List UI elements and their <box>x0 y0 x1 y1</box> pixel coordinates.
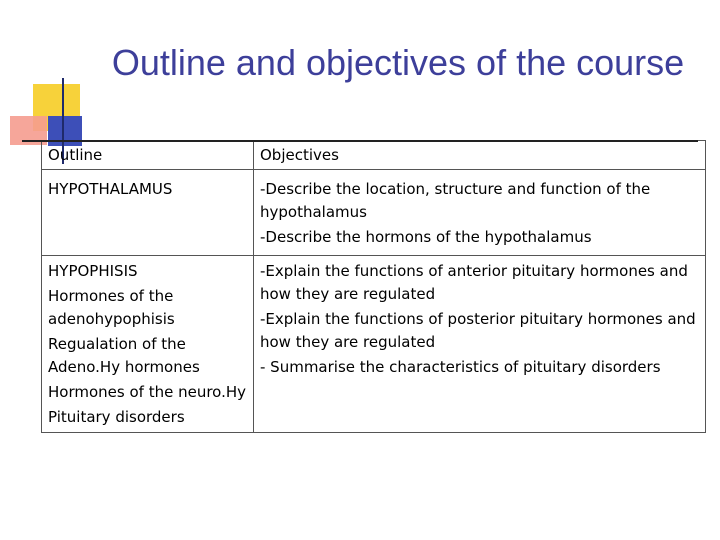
outline-item: HYPOPHISIS <box>48 262 138 280</box>
outline-cell <box>42 256 254 433</box>
outline-item: Hormones of the adenohypophisis <box>48 287 175 328</box>
objective-item: -Explain the functions of posterior pituitary hormones and how they are regulated <box>260 310 696 351</box>
objective-item: -Describe the location, structure and function of the hypothalamus <box>260 180 651 221</box>
outline-item: Hormones of the neuro.Hy <box>48 383 246 401</box>
outline-table <box>41 140 706 433</box>
header-objectives: Objectives <box>254 141 706 170</box>
objectives-cell <box>254 256 706 433</box>
outline-item: Regualation of the Adeno.Hy hormones <box>48 335 200 376</box>
objective-item: - Summarise the characteristics of pituitary disorders <box>260 358 661 376</box>
decor-horizontal-line <box>22 140 698 142</box>
outline-item: HYPOTHALAMUS <box>48 180 173 198</box>
objective-item: -Explain the functions of anterior pituitary hormones and how they are regulated <box>260 262 688 303</box>
objective-item: -Describe the hormons of the hypothalamus <box>260 228 592 246</box>
outline-cell <box>42 170 254 256</box>
table-header-row <box>42 141 706 170</box>
header-outline: Outline <box>42 141 254 170</box>
table-row <box>42 256 706 433</box>
outline-item: Pituitary disorders <box>48 408 185 426</box>
slide-title: Outline and objectives of the course <box>111 42 685 83</box>
objectives-cell <box>254 170 706 256</box>
table-row <box>42 170 706 256</box>
